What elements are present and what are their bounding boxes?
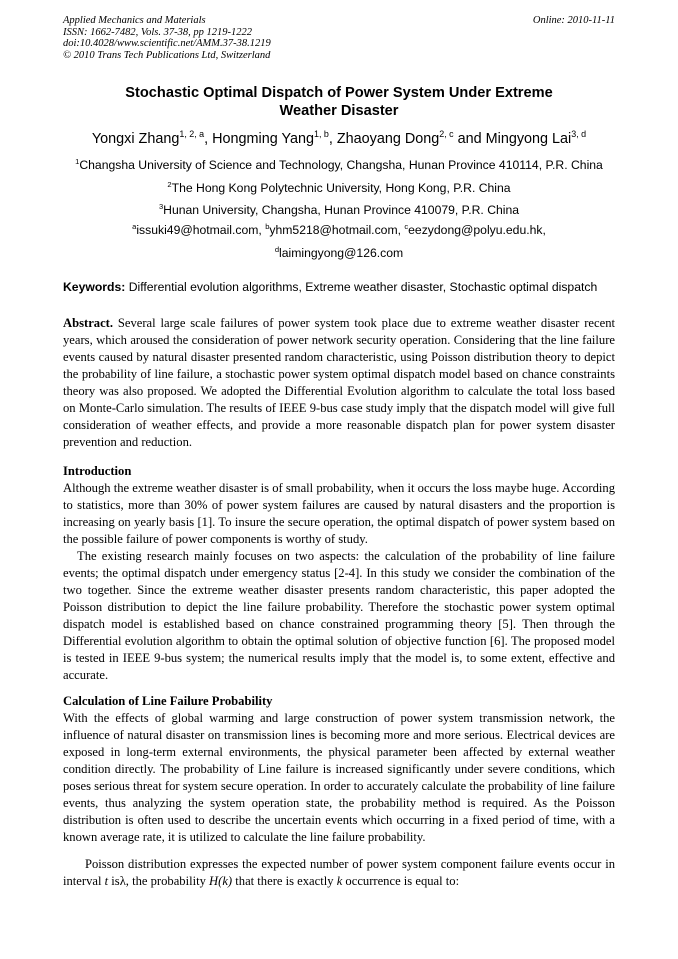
author-email[interactable]: laimingyong@126.com [279, 246, 404, 260]
journal-doi[interactable]: doi:10.4028/www.scientific.net/AMM.37-38.1219 [63, 38, 271, 49]
author-name: Yongxi Zhang [91, 131, 180, 147]
line-failure-paragraph-1: With the effects of global warming and large construction of power system transmission network, the influence of natural disaster on transmission lines is becoming more and more serious. Electrical devices are exposed in long-term external environments, the physical parameter been affected by external weather condition directly. The probability of Line failure is increased significantly under severe conditions, which poses serious threat for system secure operation. In order to accurately calculate the probability of line failure events, thus analyzing the system operation state, the probability method is required. As the Poisson distribution is often used to describe the uncertain events which occurring in a fixed period of time, with a known average rate, it is utilized to calculate the line failure probability. [63, 711, 615, 844]
email-mark: a [132, 222, 137, 232]
affiliation-mark: 2 [167, 180, 172, 190]
paper-title-line-1: Stochastic Optimal Dispatch of Power System Under Extreme [125, 85, 553, 101]
author-name: Hongming Yang [212, 131, 314, 147]
text-run: occurrence is equal to: [342, 874, 460, 888]
paper-title [63, 84, 615, 120]
email-mark: c [404, 222, 409, 232]
abstract-text: Several large scale failures of power system took place due to extreme weather disaster recent years, which aroused the consideration of power network security operation. Considering that the line failure events caused by natural disaster presented random characteristic, using Poisson distribution theory to depict the probability of line failure, a stochastic power system optimal dispatch model based on chance constraints theory was also proposed. We adopted the Differential Evolution algorithm to calculate the total loss based on Monte-Carlo simulation. The results of IEEE 9-bus case study imply that the dispatch model will give full consideration of weather effects, and provide a more reasonable dispatch plan for power system disaster prevention and reduction. [63, 316, 615, 449]
email-mark: d [274, 245, 280, 255]
journal-header [63, 15, 615, 61]
author-affiliation-mark: 1, b [314, 129, 329, 140]
affiliation-1 [63, 157, 615, 173]
affiliation-text: The Hong Kong Polytechnic University, Hong Kong, P.R. China [171, 181, 511, 195]
affiliation-3 [63, 202, 615, 218]
math-function-h-k: H(k) [209, 874, 233, 888]
author-separator: and [453, 131, 486, 147]
keywords-label: Keywords: [63, 280, 126, 294]
affiliation-2 [63, 180, 615, 196]
journal-copyright: © 2010 Trans Tech Publications Ltd, Switzerland [63, 49, 271, 61]
author-list [63, 129, 615, 149]
abstract-label: Abstract. [63, 316, 114, 330]
author-name: Zhaoyang Dong [336, 131, 440, 147]
math-variable-t: t [104, 874, 109, 888]
introduction-paragraph-1: Although the extreme weather disaster is of small probability, when it occurs the loss maybe huge. According to statistics, more than 30% of power system failures are caused by natural disasters and the proportion is increasing on yearly basis [1]. To insure the secure operation, the optimal dispatch of power system based on the possible failure of power components is worthy of study. [63, 481, 615, 546]
author-email[interactable]: eezydong@polyu.edu.hk, [408, 223, 546, 237]
author-emails-line-2 [63, 245, 615, 261]
journal-issn: ISSN: 1662-7482, Vols. 37-38, pp 1219-1222 [63, 26, 252, 38]
text-run: , the probability [125, 874, 210, 888]
author-separator: , [204, 131, 213, 147]
introduction-paragraph-2: The existing research mainly focuses on two aspects: the calculation of the probability of line failure events; the optimal dispatch under emergency status [2-4]. In this study we consider the combination of the two together. Since the extreme weather disaster presents random characteristic, this paper adopted the Poisson distribution to depict the line failure probability. Therefore the stochastic power system optimal dispatch model is established based on chance constrained programming theory [5]. Then through the Differential evolution algorithm to obtain the optimal solution of objective function [6]. The proposed model is tested in IEEE 9-bus system; the numerical results imply that the model is, to some extent, effective and accurate. [63, 549, 615, 682]
author-email[interactable]: yhm5218@hotmail.com, [269, 223, 405, 237]
text-run: Poisson distribution expresses the expected number of power system component failure events occur in interval [63, 857, 615, 888]
author-name: Mingyong Lai [485, 131, 572, 147]
email-mark: b [265, 222, 270, 232]
author-affiliation-mark: 1, 2, a [179, 129, 205, 140]
line-failure-paragraph-2 [63, 856, 615, 890]
keywords-text: Differential evolution algorithms, Extreme weather disaster, Stochastic optimal dispatch [125, 280, 598, 294]
affiliation-mark: 1 [75, 157, 80, 167]
author-emails-line-1 [63, 222, 615, 238]
text-run: that there is exactly [232, 874, 337, 888]
author-email[interactable]: issuki49@hotmail.com, [136, 223, 266, 237]
author-separator: , [328, 131, 337, 147]
section-heading-line-failure: Calculation of Line Failure Probability [63, 694, 273, 708]
online-date: Online: 2010-11-11 [532, 15, 615, 26]
math-variable-k: k [336, 874, 343, 888]
journal-name: Applied Mechanics and Materials [63, 15, 206, 26]
text-run: is [108, 874, 120, 888]
keywords [63, 279, 615, 295]
abstract [63, 315, 615, 451]
affiliation-text: Changsha University of Science and Technology, Changsha, Hunan Province 410114, P.R. China [79, 158, 603, 172]
math-symbol-lambda: λ [119, 874, 126, 888]
affiliation-text: Hunan University, Changsha, Hunan Province 410079, P.R. China [163, 203, 520, 217]
author-affiliation-mark: 2, c [439, 129, 454, 140]
paper-title-line-2: Weather Disaster [279, 103, 399, 119]
affiliation-mark: 3 [158, 202, 164, 212]
section-heading-introduction: Introduction [63, 464, 132, 478]
author-affiliation-mark: 3, d [571, 129, 587, 140]
